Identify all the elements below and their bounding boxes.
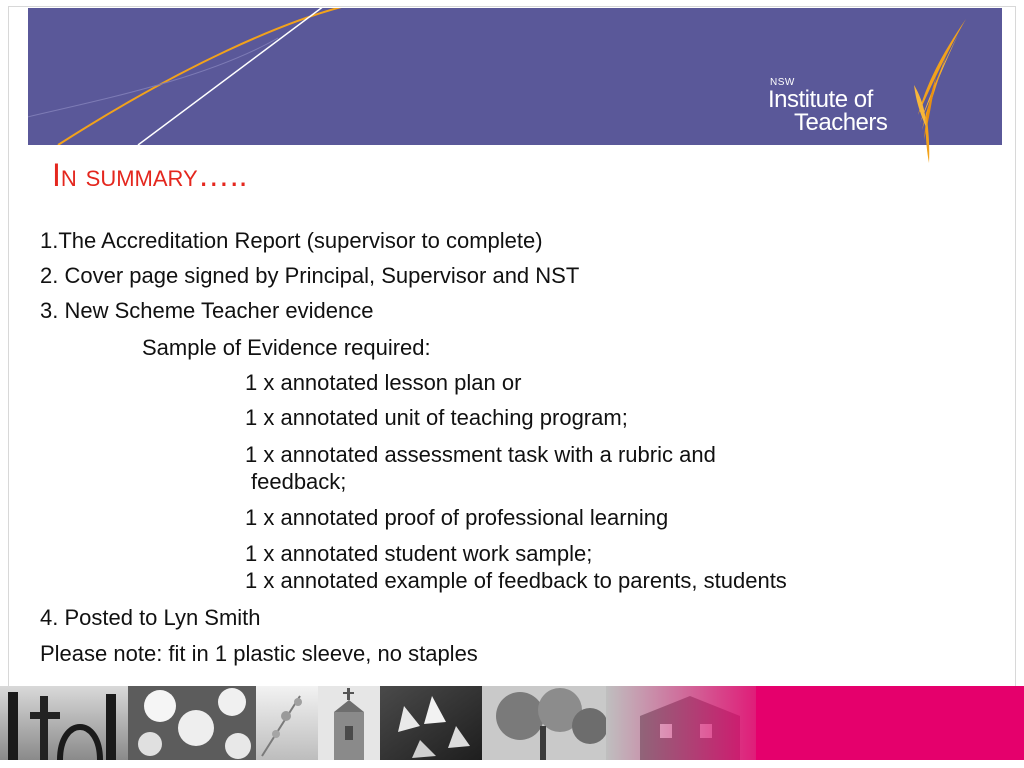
feather-icon <box>896 15 976 165</box>
photo-building <box>606 686 756 760</box>
list-subheading: Sample of Evidence required: <box>142 335 431 360</box>
photo-strip <box>0 686 1024 760</box>
photo-white-flowers <box>128 686 256 760</box>
list-subitem: 1 x annotated unit of teaching program; <box>245 405 628 430</box>
photo-tree <box>482 686 608 760</box>
list-item: 4. Posted to Lyn Smith <box>40 605 261 630</box>
logo-prefix: NSW <box>770 77 795 88</box>
photo-church-tower <box>318 686 380 760</box>
photo-church-gate <box>0 686 128 760</box>
list-item: 3. New Scheme Teacher evidence <box>40 298 374 323</box>
list-subitem: 1 x annotated student work sample; <box>245 541 593 566</box>
list-note: Please note: fit in 1 plastic sleeve, no staples <box>40 641 478 666</box>
list-item: 2. Cover page signed by Principal, Supervisor and NST <box>40 263 580 288</box>
list-subitem: 1 x annotated lesson plan or <box>245 370 522 395</box>
logo-line-1: Institute of <box>768 86 873 113</box>
list-subitem: 1 x annotated example of feedback to parents, students <box>245 568 787 593</box>
list-subitem: 1 x annotated assessment task with a rubric and <box>245 442 716 467</box>
list-item: 1.The Accreditation Report (supervisor to complete) <box>40 228 543 253</box>
list-subitem: 1 x annotated proof of professional learning <box>245 505 669 530</box>
slide-title: In summary….. <box>52 157 248 193</box>
list-subitem-continued: feedback; <box>251 469 347 494</box>
photo-blossom-branch <box>256 686 318 760</box>
photo-lily-flowers <box>380 686 482 760</box>
nsw-institute-of-teachers-logo <box>768 77 978 157</box>
logo-line-2: Teachers <box>794 109 888 136</box>
